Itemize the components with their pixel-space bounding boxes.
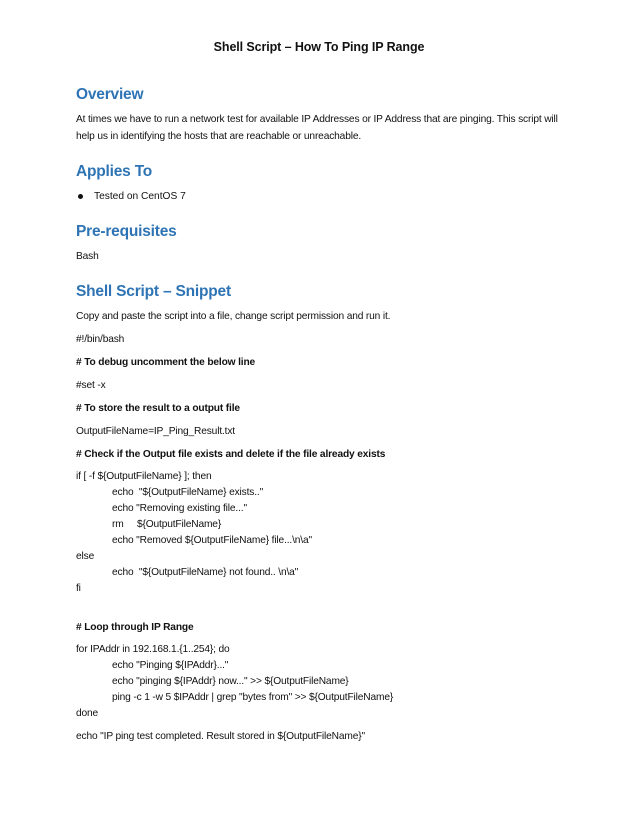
code-comment-debug: # To debug uncomment the below line (76, 357, 256, 368)
document-body (76, 86, 576, 745)
heading-applies-to: Applies To (76, 163, 153, 180)
code-line: echo "Removing existing file..." (112, 503, 247, 514)
heading-snippet: Shell Script – Snippet (76, 283, 231, 300)
heading-overview: Overview (76, 86, 144, 103)
bullet-icon (78, 194, 83, 199)
code-shebang: #!/bin/bash (76, 334, 125, 345)
prerequisites-text: Bash (76, 251, 99, 262)
code-line: done (76, 708, 99, 719)
document-title: Shell Script – How To Ping IP Range (213, 40, 425, 54)
code-line: echo "Pinging ${IPAddr}..." (112, 660, 229, 671)
code-comment-store: # To store the result to a output file (76, 403, 240, 414)
code-final-echo: echo "IP ping test completed. Result stored in ${OutputFileName}" (76, 731, 365, 742)
code-comment-loop: # Loop through IP Range (76, 622, 194, 633)
heading-prerequisites: Pre-requisites (76, 223, 177, 240)
overview-text: At times we have to run a network test for available IP Addresses or IP Address that are pinging. This script will help us in identifying the hosts that are reachable or unreachable. (76, 114, 558, 142)
code-line: if [ -f ${OutputFileName} ]; then (76, 471, 212, 482)
code-line: echo "Removed ${OutputFileName} file...\n\a" (112, 535, 312, 546)
applies-to-list-item (76, 188, 576, 205)
code-line: for IPAddr in 192.168.1.{1..254}; do (76, 644, 230, 655)
code-line: echo "${OutputFileName} exists.." (112, 487, 264, 498)
code-line: rm ${OutputFileName} (112, 519, 222, 530)
code-for-block (76, 642, 576, 722)
code-line: echo "${OutputFileName} not found.. \n\a" (112, 567, 299, 578)
code-if-block (76, 469, 576, 597)
script-code (76, 331, 576, 745)
applies-to-text: Tested on CentOS 7 (94, 191, 186, 202)
code-line: fi (76, 583, 81, 594)
code-line: ping -c 1 -w 5 $IPAddr | grep "bytes from" >> ${OutputFileName} (112, 692, 394, 703)
code-set-x: #set -x (76, 380, 106, 391)
code-comment-check: # Check if the Output file exists and delete if the file already exists (76, 449, 386, 460)
code-line: else (76, 551, 95, 562)
snippet-intro: Copy and paste the script into a file, change script permission and run it. (76, 311, 391, 322)
code-output-var: OutputFileName=IP_Ping_Result.txt (76, 426, 235, 437)
code-line: echo "pinging ${IPAddr} now..." >> ${OutputFileName} (112, 676, 349, 687)
